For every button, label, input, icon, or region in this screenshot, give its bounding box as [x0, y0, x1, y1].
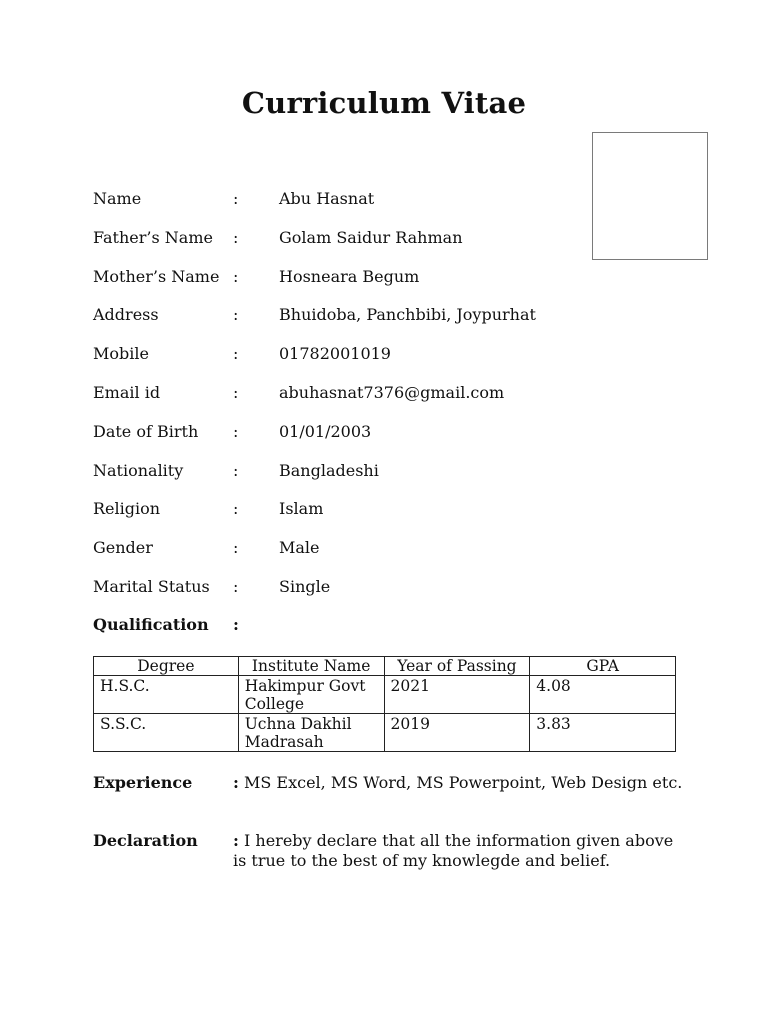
info-label: Address	[93, 305, 159, 325]
column-header-degree: Degree	[94, 657, 239, 676]
info-row-name	[93, 188, 693, 227]
info-value: 01/01/2003	[279, 421, 372, 441]
info-colon: :	[233, 266, 239, 286]
info-row-email	[93, 382, 693, 421]
info-value: Golam Saidur Rahman	[279, 227, 463, 247]
info-row-religion	[93, 498, 693, 537]
info-colon: :	[233, 344, 239, 364]
info-row-nationality	[93, 460, 693, 499]
info-label: Email id	[93, 382, 161, 402]
experience-colon: :	[233, 773, 239, 792]
info-colon: :	[233, 382, 239, 402]
personal-info	[93, 188, 693, 615]
info-label: Religion	[93, 499, 161, 519]
info-value: Male	[279, 538, 320, 558]
qualification-table	[93, 656, 676, 752]
info-value: 01782001019	[279, 344, 391, 364]
info-value: abuhasnat7376@gmail.com	[279, 382, 505, 402]
info-colon: :	[233, 227, 239, 247]
table-cell: 2019	[384, 714, 530, 752]
info-row-address	[93, 304, 693, 343]
column-header-institute: Institute Name	[238, 657, 384, 676]
table-row	[94, 714, 676, 752]
info-colon: :	[233, 538, 239, 558]
info-label: Date of Birth	[93, 421, 199, 441]
declaration-text: I hereby declare that all the information given above is true to the best of my knowlegde and belief.	[233, 831, 674, 870]
table-cell: Hakimpur Govt College	[238, 676, 384, 714]
info-colon: :	[233, 305, 239, 325]
info-row-fathers-name	[93, 227, 693, 266]
info-value: Single	[279, 576, 331, 596]
info-colon: :	[233, 576, 239, 596]
info-colon: :	[233, 189, 239, 208]
info-colon: :	[233, 499, 239, 519]
info-value: Bhuidoba, Panchbibi, Joypurhat	[279, 305, 536, 325]
experience-body	[233, 773, 683, 793]
info-row-gender	[93, 537, 693, 576]
info-value: Hosneara Begum	[279, 266, 420, 286]
info-label: Mobile	[93, 344, 149, 364]
column-header-gpa: GPA	[530, 657, 676, 676]
info-row-mobile	[93, 343, 693, 382]
info-colon: :	[233, 421, 239, 441]
declaration-body	[233, 831, 683, 871]
info-row-mothers-name	[93, 266, 693, 305]
info-value: Bangladeshi	[279, 460, 379, 480]
info-row-date-of-birth	[93, 421, 693, 460]
info-label: Father’s Name	[93, 227, 213, 247]
info-value: Abu Hasnat	[279, 189, 375, 208]
table-cell: H.S.C.	[94, 676, 239, 714]
qualification-heading	[93, 615, 239, 634]
qualification-heading-label: Qualification	[93, 615, 209, 634]
info-label: Mother’s Name	[93, 266, 220, 286]
info-label: Marital Status	[93, 576, 210, 596]
qualification-heading-colon: :	[233, 615, 239, 634]
declaration-label: Declaration	[93, 831, 198, 850]
table-cell: 4.08	[530, 676, 676, 714]
experience-label: Experience	[93, 773, 193, 792]
info-label: Name	[93, 189, 142, 208]
info-label: Gender	[93, 538, 153, 558]
table-header-row	[94, 657, 676, 676]
column-header-year: Year of Passing	[384, 657, 530, 676]
table-cell: 3.83	[530, 714, 676, 752]
table-cell: 2021	[384, 676, 530, 714]
info-colon: :	[233, 460, 239, 480]
experience-text: MS Excel, MS Word, MS Powerpoint, Web Design etc.	[238, 773, 683, 792]
table-cell: S.S.C.	[94, 714, 239, 752]
declaration-colon: :	[233, 831, 239, 850]
document-title: Curriculum Vitae	[241, 86, 527, 120]
table-cell: Uchna Dakhil Madrasah	[238, 714, 384, 752]
info-label: Nationality	[93, 460, 184, 480]
info-value: Islam	[279, 499, 324, 519]
info-row-marital-status	[93, 576, 693, 615]
table-row	[94, 676, 676, 714]
